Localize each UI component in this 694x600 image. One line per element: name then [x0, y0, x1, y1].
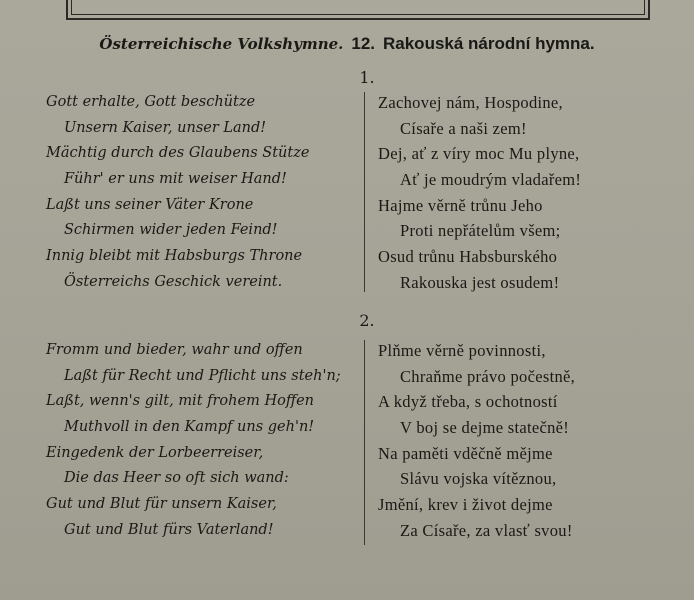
- verse-line: Slávu vojska vítěznou,: [400, 469, 557, 489]
- verse-line: Plňme věrně povinnosti,: [378, 341, 546, 360]
- verse-line: Die das Heer so oft sich wand:: [64, 470, 289, 487]
- verse-line: Osud trůnu Habsburského: [378, 247, 558, 267]
- verse-number-2: 2.: [359, 311, 375, 330]
- verse-line: Eingedenk der Lorbeerreiser,: [46, 444, 264, 461]
- verse-line: V boj se dejme statečně!: [400, 418, 570, 438]
- verse-line: Ať je moudrým vladařem!: [400, 170, 582, 190]
- verse-line: Zachovej nám, Hospodine,: [378, 93, 563, 112]
- column-divider: [364, 340, 365, 545]
- verse-line: Mächtig durch des Glaubens Stütze: [46, 145, 310, 162]
- verse-line: Chraňme právo počestně,: [400, 366, 576, 386]
- verse-line: Na paměti vděčně mějme: [378, 443, 553, 463]
- verse-line: Innig bleibt mit Habsburgs Throne: [46, 248, 303, 265]
- verse-2-czech: [378, 338, 575, 544]
- verse-line: Gut und Blut für unsern Kaiser,: [46, 496, 277, 513]
- verse-line: Führ' er uns mit weiser Hand!: [64, 171, 287, 188]
- verse-line: Dej, ať z víry moc Mu plyne,: [378, 144, 580, 164]
- page-title: [0, 34, 694, 54]
- title-czech: Rakouská národní hymna.: [383, 34, 595, 53]
- verse-number-1: 1.: [359, 68, 375, 87]
- verse-line: Hajme věrně trůnu Jeho: [378, 195, 543, 215]
- verse-line: Proti nepřátelům všem;: [400, 221, 561, 241]
- verse-line: Za Císaře, za vlasť svou!: [400, 520, 573, 540]
- title-german: Österreichische Volkshymne.: [99, 35, 344, 53]
- verse-line: Fromm und bieder, wahr und offen: [46, 342, 303, 358]
- verse-line: Österreichs Geschick vereint.: [64, 273, 283, 290]
- verse-line: Laßt uns seiner Väter Krone: [46, 196, 254, 213]
- decorative-frame: [66, 0, 650, 20]
- verse-line: Rakouska jest osudem!: [400, 272, 560, 292]
- verse-line: Schirmen wider jeden Feind!: [64, 222, 278, 239]
- hymn-number: 12.: [351, 34, 375, 53]
- verse-line: Gott erhalte, Gott beschütze: [46, 94, 256, 110]
- verse-line: Laßt, wenn's gilt, mit frohem Hoffen: [46, 393, 315, 410]
- verse-1-german: [46, 90, 309, 296]
- verse-line: Muthvoll in den Kampf uns geh'n!: [64, 419, 315, 436]
- verse-line: Gut und Blut fürs Vaterland!: [64, 521, 274, 538]
- verse-line: Laßt für Recht und Pflicht uns steh'n;: [64, 367, 341, 384]
- verse-line: A když třeba, s ochotností: [378, 392, 558, 412]
- verse-1-czech: [378, 90, 581, 296]
- verse-line: Císaře a naši zem!: [400, 118, 527, 138]
- column-divider: [364, 92, 365, 292]
- verse-line: Jmění, krev i život dejme: [378, 495, 553, 515]
- verse-2-german: [46, 338, 341, 544]
- verse-line: Unsern Kaiser, unser Land!: [64, 119, 267, 136]
